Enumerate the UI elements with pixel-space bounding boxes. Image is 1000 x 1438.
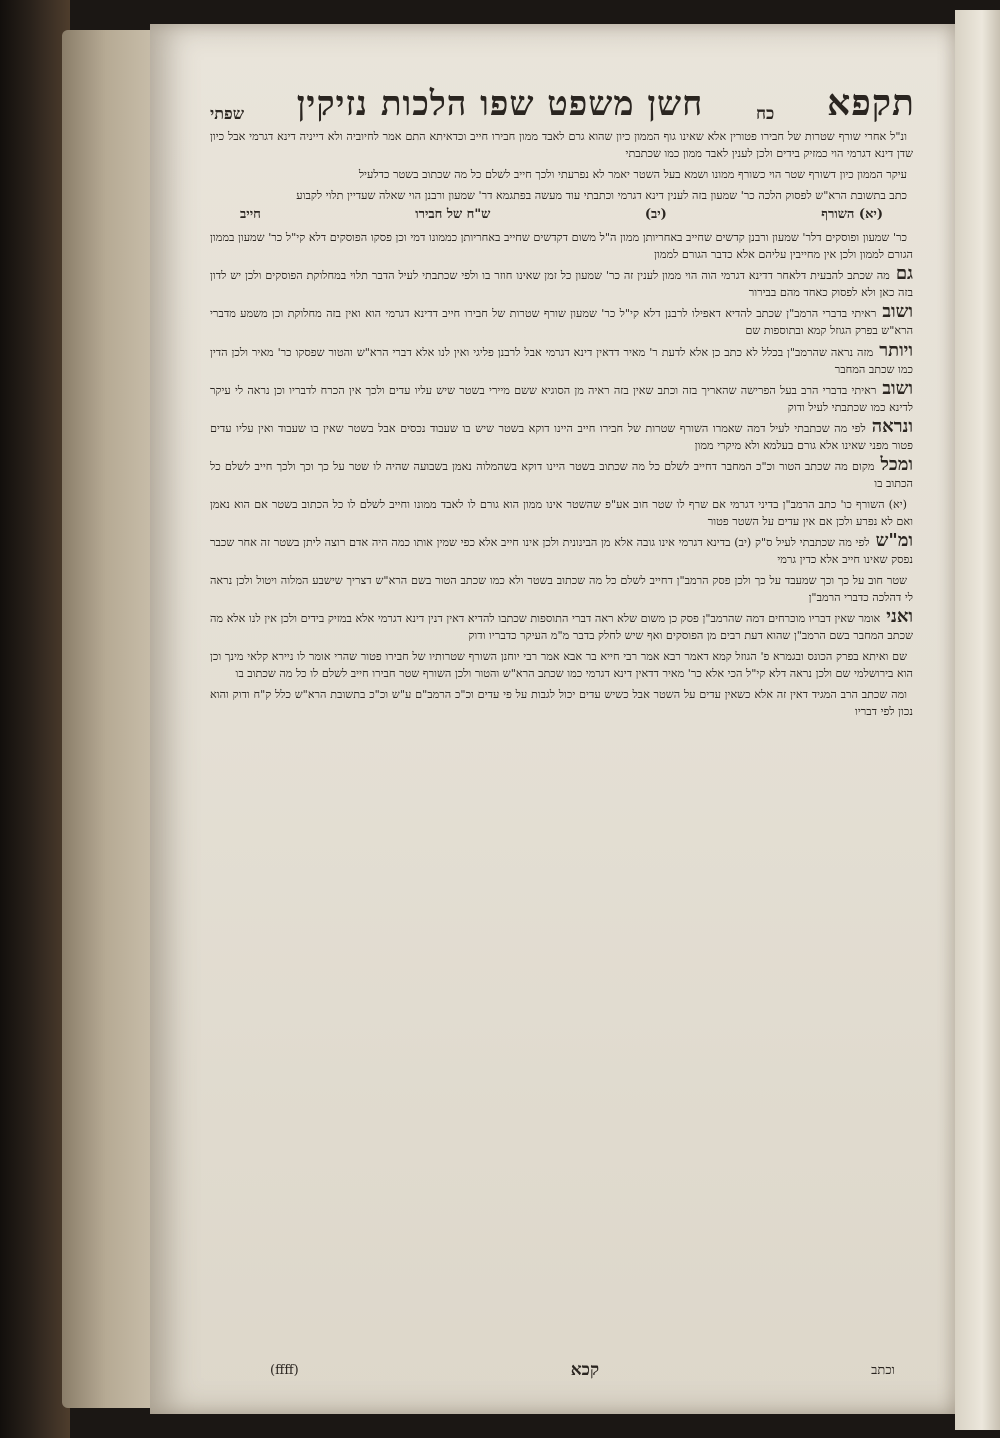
next-page-edge xyxy=(955,10,1000,1430)
leaf-number: תקפא xyxy=(827,82,915,124)
text-paragraph: שם ואיתא בפרק הכונס ובגמרא פ' הגוזל קמא דאמר רבא אמר רבי חייא בר אבא אמר רבי יוחנן השורף שטרותיו של חבירו פטור שהרי אומר לו ניירא קלאי מינך וכן הוא בירושלמי שם ולכן נראה דלא קי"ל הכי אלא כר' מאיר דדאין דינא דגרמי כמו שכתב הרא"ש והטור ולכן השורף שטר חבירו חייב לשלם לו כל מה שכתוב בו xyxy=(210,650,913,681)
section-title: ש"ח של חבירו xyxy=(415,207,491,223)
siman-number: כח xyxy=(755,104,775,124)
book-binding xyxy=(0,0,70,1438)
section-note: (יב) xyxy=(644,207,667,223)
text-paragraph: עיקר הממון כיון דשורף שטר הוי כשורף ממונו ושמא בעל השטר יאמר לא נפרעתי ולכך חייב לשלם כל מה שכתוב בשטר כדלעיל xyxy=(358,168,907,182)
section-right: חייב xyxy=(240,207,261,223)
text-paragraph: ויותרמזה נראה שהרמב"ן בכלל לא כתב כן אלא לדעת ר' מאיר דדאין דינא דגרמי אבל לרבנן פליגי ואין לנו אלא דברי הרא"ש והטור שפסקו כר' מאיר ולכן הדין כמו שכתב המחבר xyxy=(210,339,913,376)
running-header xyxy=(210,64,915,124)
text-paragraph: ומה שכתב הרב המגיד דאין זה אלא כשאין עדים על השטר אבל כשיש עדים יכול לגבות על פי עדים וכ"כ הרמב"ם ע"ש וכ"כ בתשובת הרא"ש כלל ק"ח ודוק והוא נכון לפי דבריו xyxy=(210,688,913,719)
page-footer xyxy=(270,1356,895,1384)
header-left-label: שפתי xyxy=(210,104,245,123)
text-paragraph: ומכלמקום מה שכתב הטור וכ"כ המחבר דחייב לשלם כל מה שכתוב בשטר היינו דוקא בשהמלוה נאמן בשבועה שהיה לו שטר על כך וכך ולכך חייב לשלם כל הכתוב בו xyxy=(210,453,913,490)
text-paragraph: ואניאומר שאין דבריו מוכרחים דמה שהרמב"ן פסק כן משום שלא ראה דברי התוספות שכתבו להדיא דאין דנין דינא דגרמי אלא במזיק בידים ולכן אין לנו אלא מה שכתב המחבר בשם הרמב"ן שהוא דעת רבים מן הפוסקים ואף שיש לחלק בדבר מ"מ העיקר כדבריו ודוק xyxy=(210,606,913,643)
text-paragraph: (יא) השורף כו' כתב הרמב"ן בדיני דגרמי אם שרף לו שטר חוב אע"פ שהשטר אינו ממון הוא גורם לו לאבד ממונו וחייב לשלם לו כל הכתוב בשטר אם הוא נאמן ואם לא נפרע ולכן אם אין עדים על השטר פטור xyxy=(210,497,913,528)
main-text xyxy=(210,126,913,1344)
text-paragraph: ונ"ל אחרי שורף שטרות של חבירו פטורין אלא שאינו גוף הממון כיון שהוא גרם לאבד ממון חבירו חייב וכדאיתא התם אמר לחיוביה ולא דייניה דינא דגרמי אבל כיון שדן דינא דגרמי הוי כמזיק בידים ולכן לענין לאבד ממון כמו שכתבתי xyxy=(210,130,913,161)
text-paragraph: ושובראיתי בדברי הרב בעל הפרישה שהאריך בזה וכתב שאין בזה ראיה מן הסוגיא ששם מיירי בשטר שיש עליו עדים ולכך אין הכרח לדבריו וכן נראה לי עיקר לדינא כמו שכתבתי לעיל ודוק xyxy=(210,377,913,414)
text-paragraph: ונראהלפי מה שכתבתי לעיל דמה שאמרו השורף שטרות של חבירו חייב היינו דוקא בשטר שיש בו שעבוד נכסים אבל בשטר שאין בו שעבוד ואין עליו עדים פטור מפני שאינו אלא גורם בעלמא ולא מיקרי ממון xyxy=(210,415,913,452)
book-page xyxy=(150,24,955,1414)
text-paragraph: ושובראיתי בדברי הרמב"ן שכתב להדיא דאפילו לרבנן דלא קי"ל כר' שמעון שורף שטרות של חבירו חייב דדינא דגרמי הוא ואין בזה מחלוקת וכן משמע מדברי הרא"ש בפרק הגוזל קמא ובתוספות שם xyxy=(210,301,913,338)
signature-mark: (ffff) xyxy=(270,1362,299,1378)
text-paragraph: כר' שמעון ופוסקים דלר' שמעון ורבנן קדשים שחייב באחריותן ממון ה"ל משום דקדשים שחייב באחריותן כממונו דמי וכן פסקו הפוסקים דלא קי"ל כר' שמעון בממון הגורם לממון ולכן אין מחייבין עליהם אלא כדבר הגורם לממון xyxy=(210,231,913,262)
text-paragraph: כתב בתשובת הרא"ש לפסוק הלכה כר' שמעון בזה לענין דינא דגרמי וכתבתי עוד מעשה בפתגמא דר' שמעון ורבנן הוי שאלה שעדיין תלוי לקבוע xyxy=(296,189,907,203)
page-title: חשן משפט שפו הלכות נזיקין xyxy=(296,84,704,124)
section-label: (יא) השורף xyxy=(821,207,883,223)
footer-leaf-label: קכא xyxy=(570,1360,600,1380)
text-paragraph: שטר חוב על כך וכך שמעבד על כך ולכן פסק הרמב"ן דחייב לשלם כל מה שכתוב בשטר ולא כמו שכתב הטור בשם הרא"ש דצריך שישבע המלוה ויטול ולכן נראה לי דהלכה כדברי הרמב"ן xyxy=(210,574,913,605)
text-paragraph: גםמה שכתב להבעית דלאחר דדינא דגרמי הוה הוי ממון לענין זה כר' שמעון כל זמן שאינו חוזר בו ולפי שכתבתי לעיל הדבר תלוי במחלוקת הפוסקים ולכן יש לדון בזה כאן ולא לפסוק כאחד מהם בבירור xyxy=(210,263,913,300)
section-heading xyxy=(240,206,883,223)
text-paragraph: ומ"שלפי מה שכתבתי לעיל ס"ק (יב) בדינא דגרמי אינו גובה אלא מן הבינונית ולכן אינו חייב אלא כפי שמין אותו כמה היה אדם רוצה ליתן בשטר זה אחר שכבר נפסק שאינו חייב אלא כדין גרמי xyxy=(210,529,913,567)
catchword: וכתב xyxy=(871,1363,895,1378)
